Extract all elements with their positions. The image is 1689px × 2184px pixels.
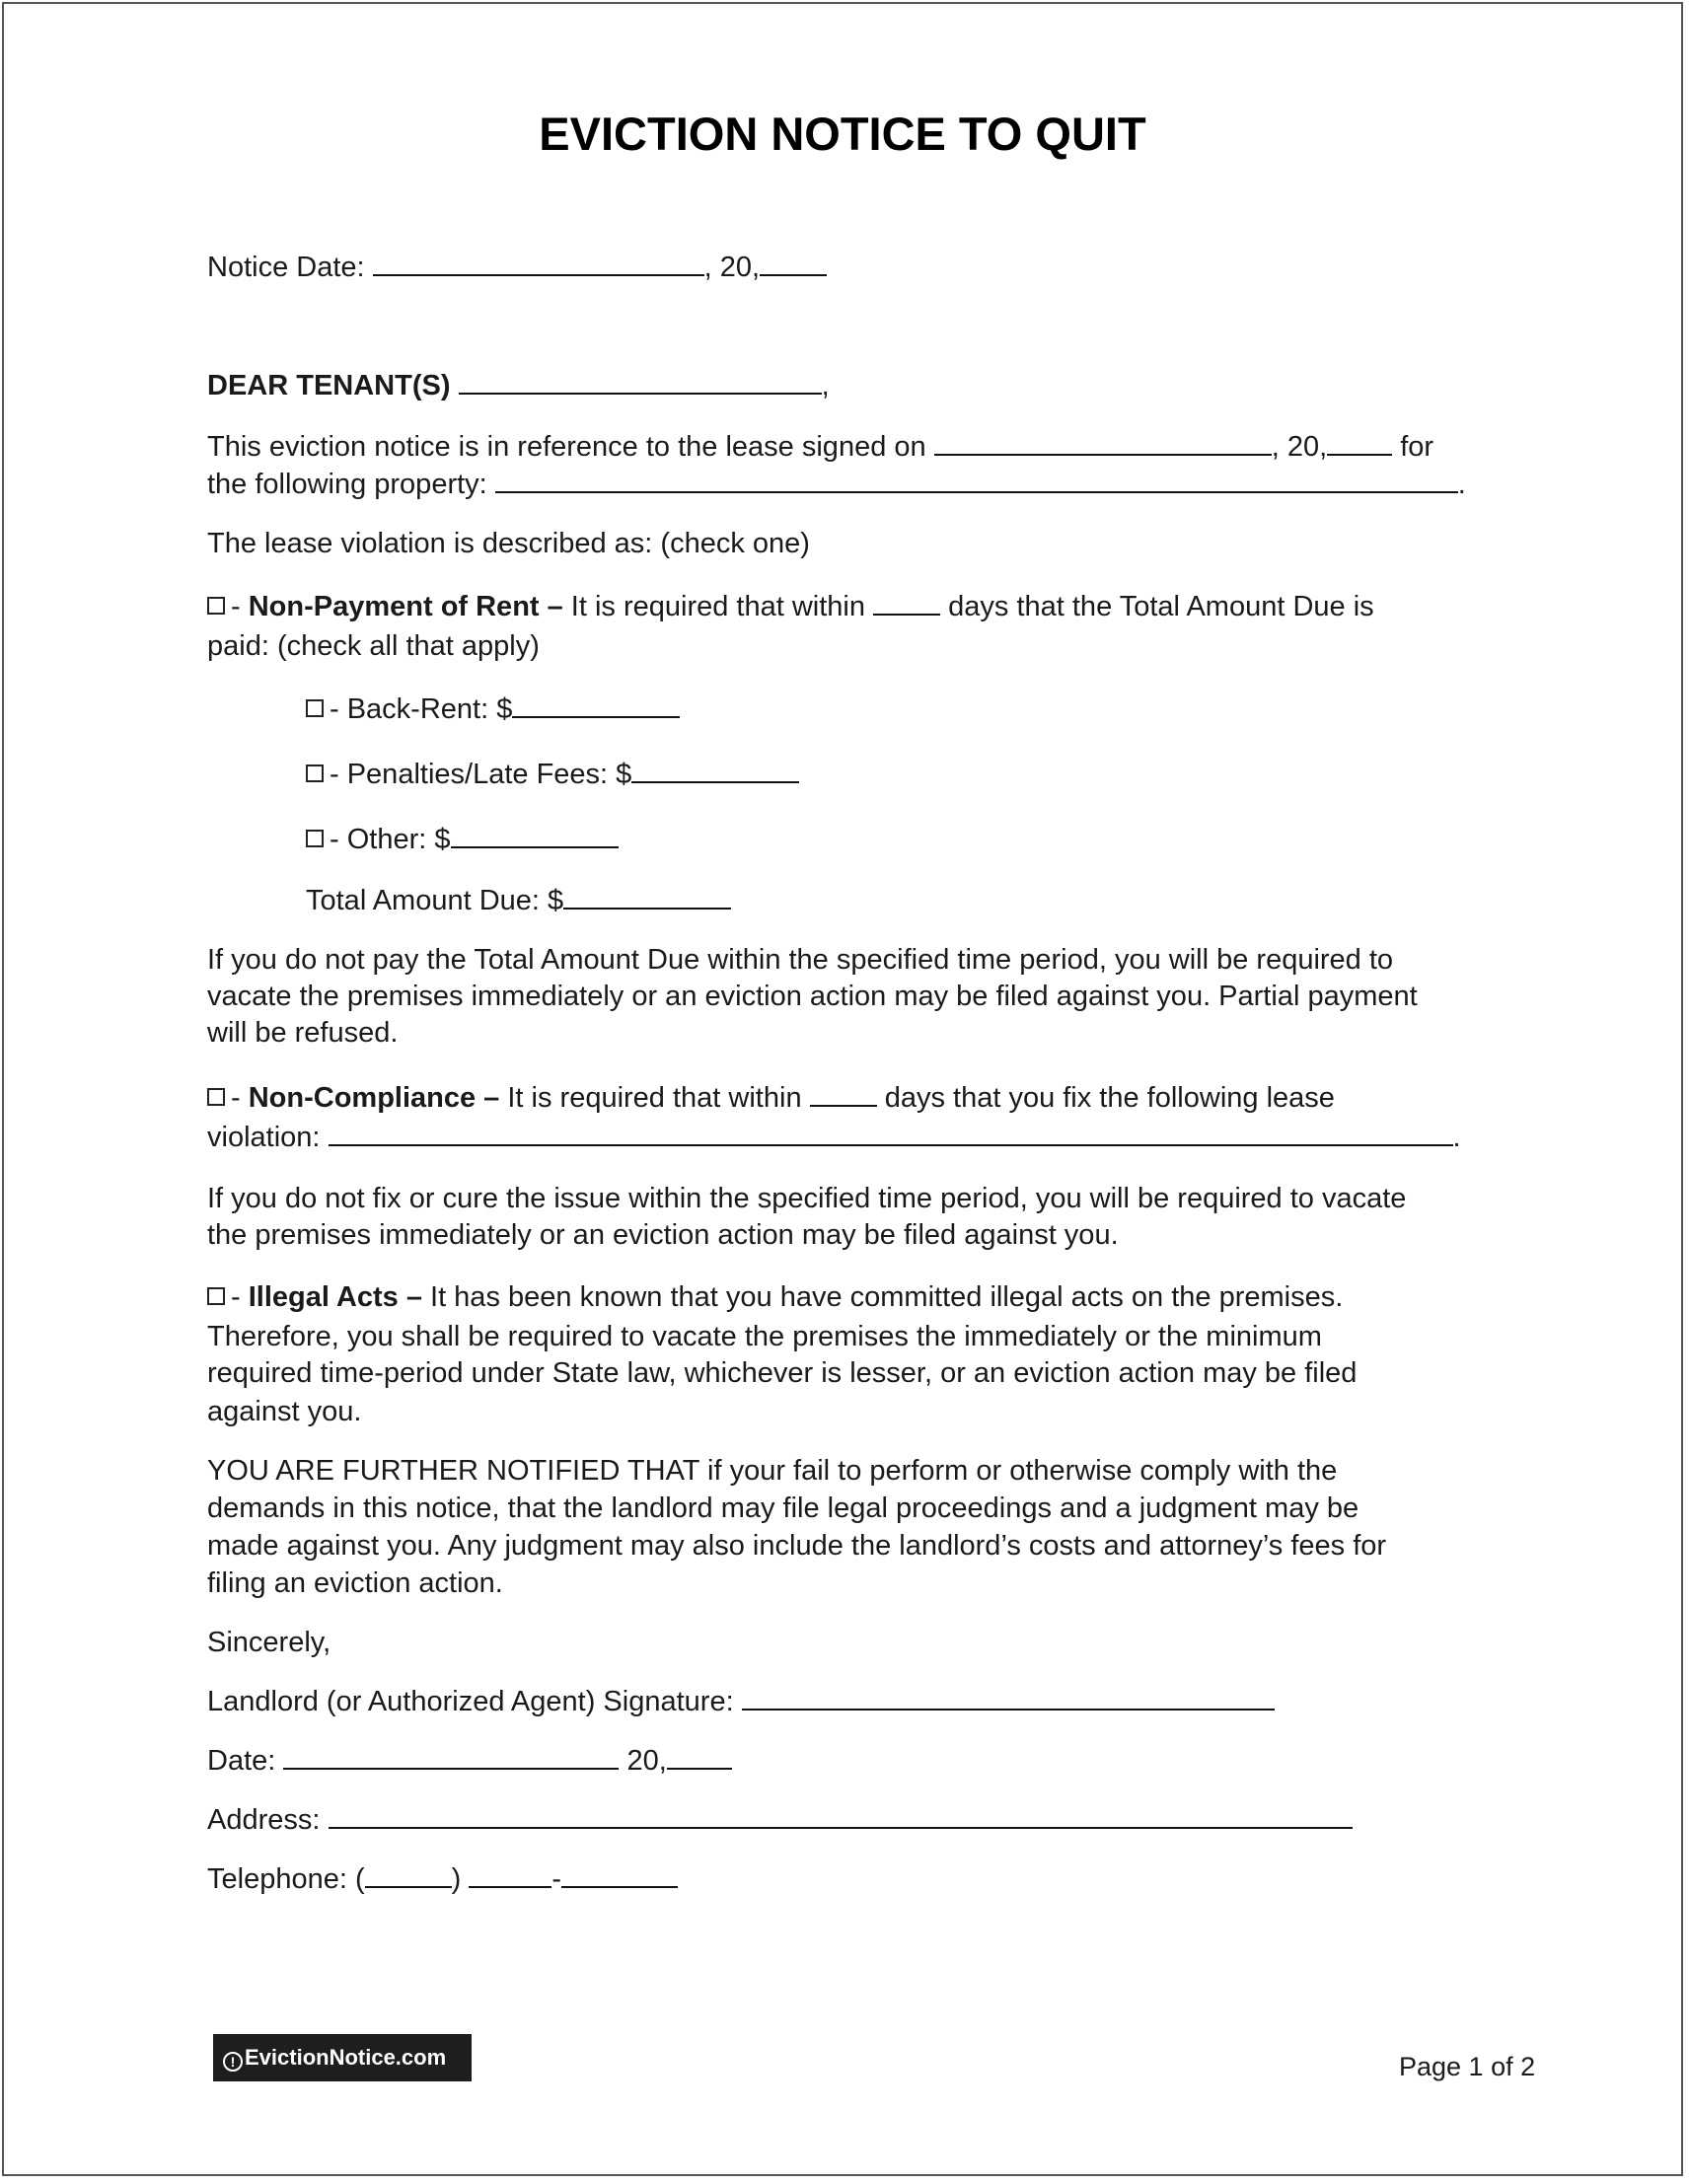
penalties-checkbox[interactable] <box>306 764 324 782</box>
noncompliance-warning-line-1: If you do not fix or cure the issue within the specified time period, you will be required to vacate <box>207 1183 1407 1214</box>
other-line <box>306 821 619 858</box>
illegal-acts-checkbox[interactable] <box>207 1287 225 1305</box>
further-line-3: made against you. Any judgment may also include the landlord’s costs and attorney’s fees for <box>207 1530 1387 1562</box>
further-line-4: filing an eviction action. <box>207 1567 503 1599</box>
other-label: - Other: $ <box>330 824 451 855</box>
property-address-blank[interactable] <box>495 466 1458 493</box>
noncompliance-checkbox[interactable] <box>207 1088 225 1106</box>
telephone-dash: - <box>551 1863 562 1895</box>
signature-label: Landlord (or Authorized Agent) Signature: <box>207 1686 734 1717</box>
penalties-blank[interactable] <box>631 756 799 783</box>
date-year-prefix: 20, <box>626 1745 667 1777</box>
back-rent-checkbox[interactable] <box>306 699 324 717</box>
illegal-line-4: against you. <box>207 1396 362 1427</box>
signature-line <box>207 1683 1275 1720</box>
nonpayment-line-1 <box>207 588 1374 625</box>
notice-date-year-blank[interactable] <box>760 249 827 276</box>
nonpayment-warning-line-3: will be refused. <box>207 1017 399 1049</box>
penalties-label: - Penalties/Late Fees: $ <box>330 759 632 790</box>
nonpayment-warning-line-1: If you do not pay the Total Amount Due within the specified time period, you will be required to <box>207 944 1394 976</box>
noncompliance-dash: - <box>231 1082 249 1114</box>
noncompliance-text-b: days that you fix the following lease <box>876 1082 1335 1114</box>
address-blank[interactable] <box>329 1801 1353 1829</box>
illegal-line-2: Therefore, you shall be required to vacate the premises the immediately or the minimum <box>207 1321 1322 1352</box>
telephone-line <box>207 1860 678 1898</box>
date-year-blank[interactable] <box>667 1742 732 1770</box>
dear-tenant-label: DEAR TENANT(S) <box>207 370 451 401</box>
violation-description-blank[interactable] <box>329 1119 1453 1146</box>
evictionnotice-logo <box>213 2034 472 2081</box>
nonpayment-line-2: paid: (check all that apply) <box>207 630 540 662</box>
illegal-heading: Illegal Acts – <box>248 1281 422 1313</box>
lease-year-prefix: , 20, <box>1271 431 1328 463</box>
address-label: Address: <box>207 1804 321 1836</box>
noncompliance-heading: Non-Compliance – <box>248 1082 500 1114</box>
notice-date-year-prefix: , 20, <box>703 252 761 283</box>
penalties-line <box>306 756 799 793</box>
noncompliance-line-1 <box>207 1079 1335 1117</box>
noncompliance-text-a: It is required that within <box>499 1082 810 1114</box>
noncompliance-warning-line-2: the premises immediately or an eviction action may be filed against you. <box>207 1219 1119 1251</box>
illegal-text: It has been known that you have committed illegal acts on the premises. <box>421 1281 1344 1313</box>
date-blank[interactable] <box>283 1742 619 1770</box>
noncompliance-end-period: . <box>1452 1122 1461 1153</box>
notice-date-line <box>207 249 827 286</box>
phone-prefix-blank[interactable] <box>469 1860 551 1888</box>
other-blank[interactable] <box>451 821 619 848</box>
lease-text-2: the following property: <box>207 469 487 500</box>
nonpayment-heading: Non-Payment of Rent – <box>248 591 563 622</box>
nonpayment-text-a: It is required that within <box>562 591 874 622</box>
illegal-line-3: required time-period under State law, whichever is lesser, or an eviction action may be filed <box>207 1357 1358 1389</box>
lease-line-1 <box>207 428 1433 466</box>
lease-for-text: for <box>1400 431 1434 463</box>
signature-blank[interactable] <box>742 1683 1275 1711</box>
nonpayment-checkbox[interactable] <box>207 597 225 615</box>
nonpayment-warning-line-2: vacate the premises immediately or an eviction action may be filed against you. Partial payment <box>207 981 1418 1012</box>
nonpayment-text-b: days that the Total Amount Due is <box>940 591 1374 622</box>
back-rent-label: - Back-Rent: $ <box>330 693 513 725</box>
lease-year-blank[interactable] <box>1327 428 1392 456</box>
date-line <box>207 1742 732 1780</box>
noncompliance-line-2 <box>207 1119 1461 1156</box>
address-line <box>207 1801 1353 1839</box>
back-rent-line <box>306 691 680 728</box>
dear-tenant-line <box>207 367 830 404</box>
total-due-label: Total Amount Due: $ <box>306 885 564 916</box>
total-due-line <box>306 882 731 919</box>
total-due-blank[interactable] <box>563 882 731 910</box>
notice-date-blank[interactable] <box>373 249 704 276</box>
notice-date-label: Notice Date: <box>207 252 365 283</box>
lease-date-blank[interactable] <box>934 428 1272 456</box>
telephone-paren-close: ) <box>451 1863 462 1895</box>
noncompliance-days-blank[interactable] <box>810 1079 877 1107</box>
further-line-1: YOU ARE FURTHER NOTIFIED THAT if your fail to perform or otherwise comply with the <box>207 1455 1338 1487</box>
telephone-label: Telephone: ( <box>207 1863 365 1895</box>
area-code-blank[interactable] <box>365 1860 452 1888</box>
other-checkbox[interactable] <box>306 830 324 847</box>
nonpayment-dash: - <box>231 591 249 622</box>
date-label: Date: <box>207 1745 276 1777</box>
lease-line-2 <box>207 466 1466 503</box>
back-rent-blank[interactable] <box>512 691 680 718</box>
further-line-2: demands in this notice, that the landlord may file legal proceedings and a judgment may be <box>207 1492 1359 1524</box>
logo-text: EvictionNotice.com <box>245 2045 447 2070</box>
lease-text-1: This eviction notice is in reference to the lease signed on <box>207 431 926 463</box>
dear-tenant-suffix: , <box>821 370 830 401</box>
illegal-dash: - <box>231 1281 249 1313</box>
document-title: EVICTION NOTICE TO QUIT <box>539 108 1146 160</box>
sincerely: Sincerely, <box>207 1627 331 1658</box>
phone-line-blank[interactable] <box>561 1860 678 1888</box>
document-page <box>2 2 1683 2176</box>
info-icon: ! <box>223 2052 243 2072</box>
noncompliance-violation-label: violation: <box>207 1122 321 1153</box>
lease-end-period: . <box>1457 469 1466 500</box>
page-number: Page 1 of 2 <box>1399 2052 1536 2081</box>
illegal-line-1 <box>207 1278 1343 1316</box>
nonpayment-days-blank[interactable] <box>873 588 940 616</box>
tenant-name-blank[interactable] <box>459 367 822 395</box>
violation-intro: The lease violation is described as: (check one) <box>207 528 810 559</box>
